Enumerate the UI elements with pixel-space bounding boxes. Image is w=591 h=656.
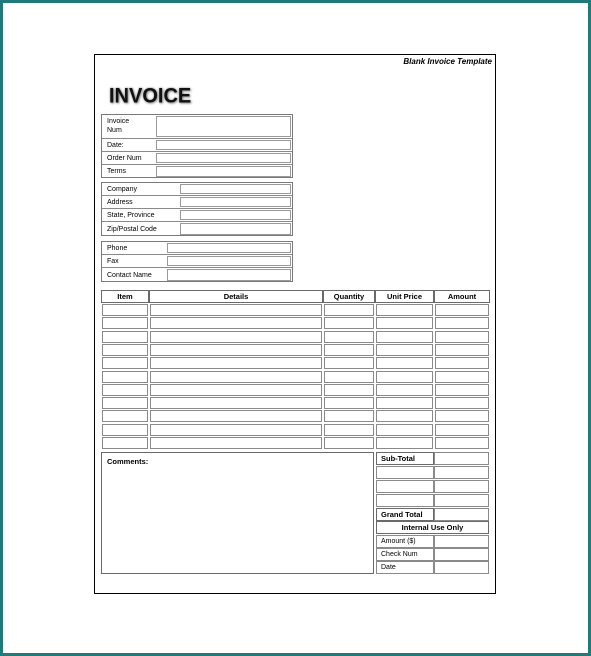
company-info-block xyxy=(101,182,293,236)
details-cell[interactable] xyxy=(150,371,322,383)
unit-price-cell[interactable] xyxy=(376,424,433,436)
order-num-field[interactable] xyxy=(156,153,291,163)
amount-cell[interactable] xyxy=(435,317,489,329)
item-cell[interactable] xyxy=(102,344,148,356)
quantity-cell[interactable] xyxy=(324,344,374,356)
date-paid-field[interactable] xyxy=(434,561,489,574)
zip-row xyxy=(102,222,292,236)
amount-cell[interactable] xyxy=(435,384,489,396)
quantity-cell[interactable] xyxy=(324,424,374,436)
address-row xyxy=(102,196,292,209)
amount-cell[interactable] xyxy=(435,371,489,383)
contact-name-row xyxy=(102,268,292,282)
blank-label-1 xyxy=(376,466,434,479)
state-field[interactable] xyxy=(180,210,291,220)
item-cell[interactable] xyxy=(102,331,148,343)
details-cell[interactable] xyxy=(150,357,322,369)
contact-name-label: Contact Name xyxy=(107,272,152,279)
comments-box[interactable] xyxy=(101,452,374,574)
unit-price-header: Unit Price xyxy=(375,290,434,303)
items-table xyxy=(101,290,490,451)
contact-info-block xyxy=(101,241,293,282)
details-cell[interactable] xyxy=(150,317,322,329)
grand-total-field[interactable] xyxy=(434,508,489,521)
amount-cell[interactable] xyxy=(435,344,489,356)
amount-cell[interactable] xyxy=(435,437,489,449)
address-field[interactable] xyxy=(180,197,291,207)
subtotal-label: Sub-Total xyxy=(376,452,434,465)
quantity-cell[interactable] xyxy=(324,317,374,329)
details-cell[interactable] xyxy=(150,304,322,316)
check-num-label: Check Num xyxy=(376,548,434,561)
contact-name-field[interactable] xyxy=(167,269,291,281)
terms-row xyxy=(102,165,292,178)
item-cell[interactable] xyxy=(102,397,148,409)
quantity-cell[interactable] xyxy=(324,304,374,316)
date-field[interactable] xyxy=(156,140,291,150)
date-row xyxy=(102,139,292,152)
blank-label-2 xyxy=(376,480,434,493)
blank-field-1[interactable] xyxy=(434,466,489,479)
state-label: State, Province xyxy=(107,212,155,219)
amount-cell[interactable] xyxy=(435,304,489,316)
unit-price-cell[interactable] xyxy=(376,384,433,396)
subtotal-field[interactable] xyxy=(434,452,489,465)
company-label: Company xyxy=(107,186,137,193)
invoice-num-label: Invoice Num xyxy=(107,118,130,134)
details-cell[interactable] xyxy=(150,410,322,422)
internal-use-header: Internal Use Only xyxy=(376,521,489,534)
company-field[interactable] xyxy=(180,184,291,194)
terms-field[interactable] xyxy=(156,166,291,177)
unit-price-cell[interactable] xyxy=(376,437,433,449)
invoice-info-block xyxy=(101,114,293,178)
quantity-cell[interactable] xyxy=(324,397,374,409)
amount-header: Amount xyxy=(434,290,490,303)
amount-label: Amount ($) xyxy=(376,535,434,548)
unit-price-cell[interactable] xyxy=(376,317,433,329)
unit-price-cell[interactable] xyxy=(376,344,433,356)
quantity-cell[interactable] xyxy=(324,437,374,449)
amount-cell[interactable] xyxy=(435,331,489,343)
date-label: Date: xyxy=(107,142,124,149)
unit-price-cell[interactable] xyxy=(376,371,433,383)
item-cell[interactable] xyxy=(102,384,148,396)
details-header: Details xyxy=(149,290,323,303)
details-cell[interactable] xyxy=(150,424,322,436)
invoice-num-field[interactable] xyxy=(156,116,291,137)
amount-cell[interactable] xyxy=(435,424,489,436)
blank-field-3[interactable] xyxy=(434,494,489,507)
terms-label: Terms xyxy=(107,168,127,175)
unit-price-cell[interactable] xyxy=(376,357,433,369)
item-cell[interactable] xyxy=(102,304,148,316)
phone-label: Phone xyxy=(107,245,128,252)
fax-label: Fax xyxy=(107,258,119,265)
blank-label-3 xyxy=(376,494,434,507)
unit-price-cell[interactable] xyxy=(376,331,433,343)
amount-field[interactable] xyxy=(434,535,489,548)
item-cell[interactable] xyxy=(102,317,148,329)
invoice-logo: INVOICE xyxy=(109,84,192,108)
fax-field[interactable] xyxy=(167,256,291,266)
address-label: Address xyxy=(107,199,133,206)
order-num-label: Order Num xyxy=(107,155,142,162)
amount-cell[interactable] xyxy=(435,410,489,422)
item-cell[interactable] xyxy=(102,410,148,422)
amount-cell[interactable] xyxy=(435,357,489,369)
details-cell[interactable] xyxy=(150,331,322,343)
comments-label: Comments: xyxy=(107,457,149,466)
invoice-page xyxy=(94,54,496,594)
quantity-cell[interactable] xyxy=(324,384,374,396)
blank-field-2[interactable] xyxy=(434,480,489,493)
phone-row xyxy=(102,242,292,255)
zip-label: Zip/Postal Code xyxy=(107,226,157,233)
quantity-cell[interactable] xyxy=(324,331,374,343)
order-num-row xyxy=(102,152,292,165)
company-row xyxy=(102,183,292,196)
details-cell[interactable] xyxy=(150,384,322,396)
details-cell[interactable] xyxy=(150,344,322,356)
quantity-cell[interactable] xyxy=(324,410,374,422)
quantity-cell[interactable] xyxy=(324,357,374,369)
unit-price-cell[interactable] xyxy=(376,410,433,422)
unit-price-cell[interactable] xyxy=(376,304,433,316)
invoice-num-row xyxy=(102,115,292,139)
quantity-cell[interactable] xyxy=(324,371,374,383)
item-header: Item xyxy=(101,290,149,303)
state-row xyxy=(102,209,292,222)
quantity-header: Quantity xyxy=(323,290,375,303)
details-cell[interactable] xyxy=(150,397,322,409)
details-cell[interactable] xyxy=(150,437,322,449)
item-cell[interactable] xyxy=(102,357,148,369)
phone-field[interactable] xyxy=(167,243,291,253)
item-cell[interactable] xyxy=(102,437,148,449)
item-cell[interactable] xyxy=(102,424,148,436)
zip-field[interactable] xyxy=(180,223,291,235)
template-title: Blank Invoice Template xyxy=(403,57,492,66)
check-num-field[interactable] xyxy=(434,548,489,561)
grand-total-label: Grand Total xyxy=(376,508,434,521)
fax-row xyxy=(102,255,292,268)
item-cell[interactable] xyxy=(102,371,148,383)
date-paid-label: Date xyxy=(376,561,434,574)
unit-price-cell[interactable] xyxy=(376,397,433,409)
amount-cell[interactable] xyxy=(435,397,489,409)
